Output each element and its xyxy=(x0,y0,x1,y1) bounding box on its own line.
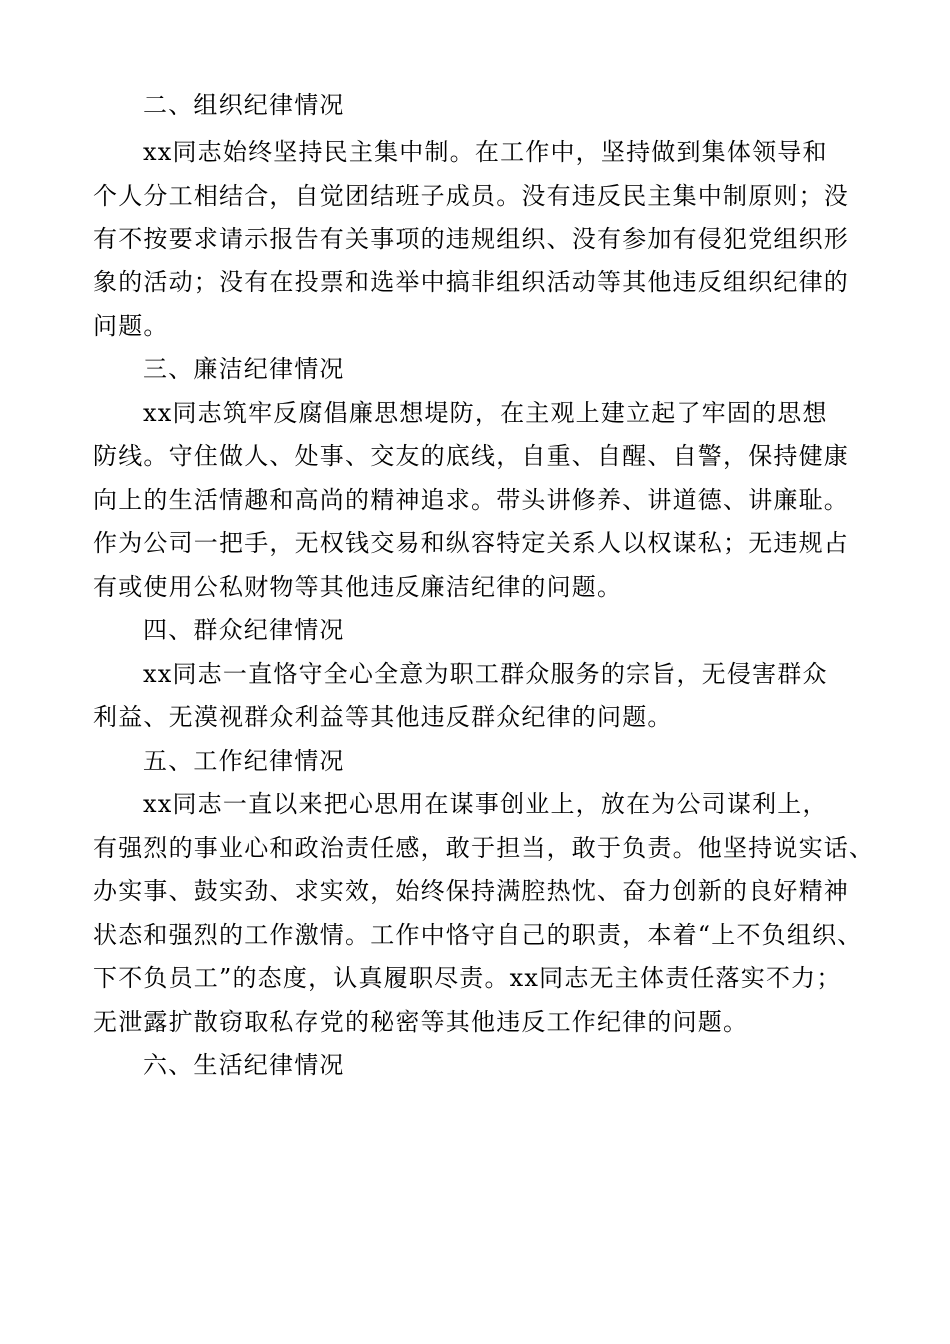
paragraph-line: 无泄露扩散窃取私存党的秘密等其他违反工作纪律的问题。 xyxy=(93,1008,749,1036)
section-heading-organization: 二、组织纪律情况 xyxy=(143,91,345,119)
paragraph-line: 防线。守住做人、处事、交友的底线，自重、自醒、自警，保持健康 xyxy=(93,442,849,470)
section-heading-work: 五、工作纪律情况 xyxy=(143,747,345,775)
paragraph-line: xx同志一直以来把心思用在谋事创业上，放在为公司谋利上， xyxy=(143,790,828,818)
paragraph-line: 利益、无漠视群众利益等其他违反群众纪律的问题。 xyxy=(93,703,673,731)
paragraph-line: xx同志一直恪守全心全意为职工群众服务的宗旨，无侵害群众 xyxy=(143,660,828,688)
paragraph-line: xx同志始终坚持民主集中制。在工作中，坚持做到集体领导和 xyxy=(143,138,828,166)
paragraph-line: 个人分工相结合，自觉团结班子成员。没有违反民主集中制原则；没 xyxy=(93,182,849,210)
section-heading-integrity: 三、廉洁纪律情况 xyxy=(143,355,345,383)
paragraph-line: 作为公司一把手，无权钱交易和纵容特定关系人以权谋私；无违规占 xyxy=(93,529,849,557)
paragraph-line: 问题。 xyxy=(93,312,169,340)
paragraph-line: 下不负员工”的态度，认真履职尽责。xx同志无主体责任落实不力； xyxy=(93,964,842,992)
paragraph-line: 办实事、鼓实劲、求实效，始终保持满腔热忱、奋力创新的良好精神 xyxy=(93,877,849,905)
paragraph-line: 有强烈的事业心和政治责任感，敢于担当，敢于负责。他坚持说实话、 xyxy=(93,834,875,862)
section-heading-life: 六、生活纪律情况 xyxy=(143,1051,345,1079)
paragraph-line: 状态和强烈的工作激情。工作中恪守自己的职责，本着“上不负组织、 xyxy=(93,921,863,949)
paragraph-line: 象的活动；没有在投票和选举中搞非组织活动等其他违反组织纪律的 xyxy=(93,268,849,296)
paragraph-line: 有或使用公私财物等其他违反廉洁纪律的问题。 xyxy=(93,573,623,601)
paragraph-line: 向上的生活情趣和高尚的精神追求。带头讲修养、讲道德、讲廉耻。 xyxy=(93,486,849,514)
paragraph-line: xx同志筑牢反腐倡廉思想堤防，在主观上建立起了牢固的思想 xyxy=(143,399,828,427)
section-heading-masses: 四、群众纪律情况 xyxy=(143,616,345,644)
paragraph-line: 有不按要求请示报告有关事项的违规组织、没有参加有侵犯党组织形 xyxy=(93,225,849,253)
